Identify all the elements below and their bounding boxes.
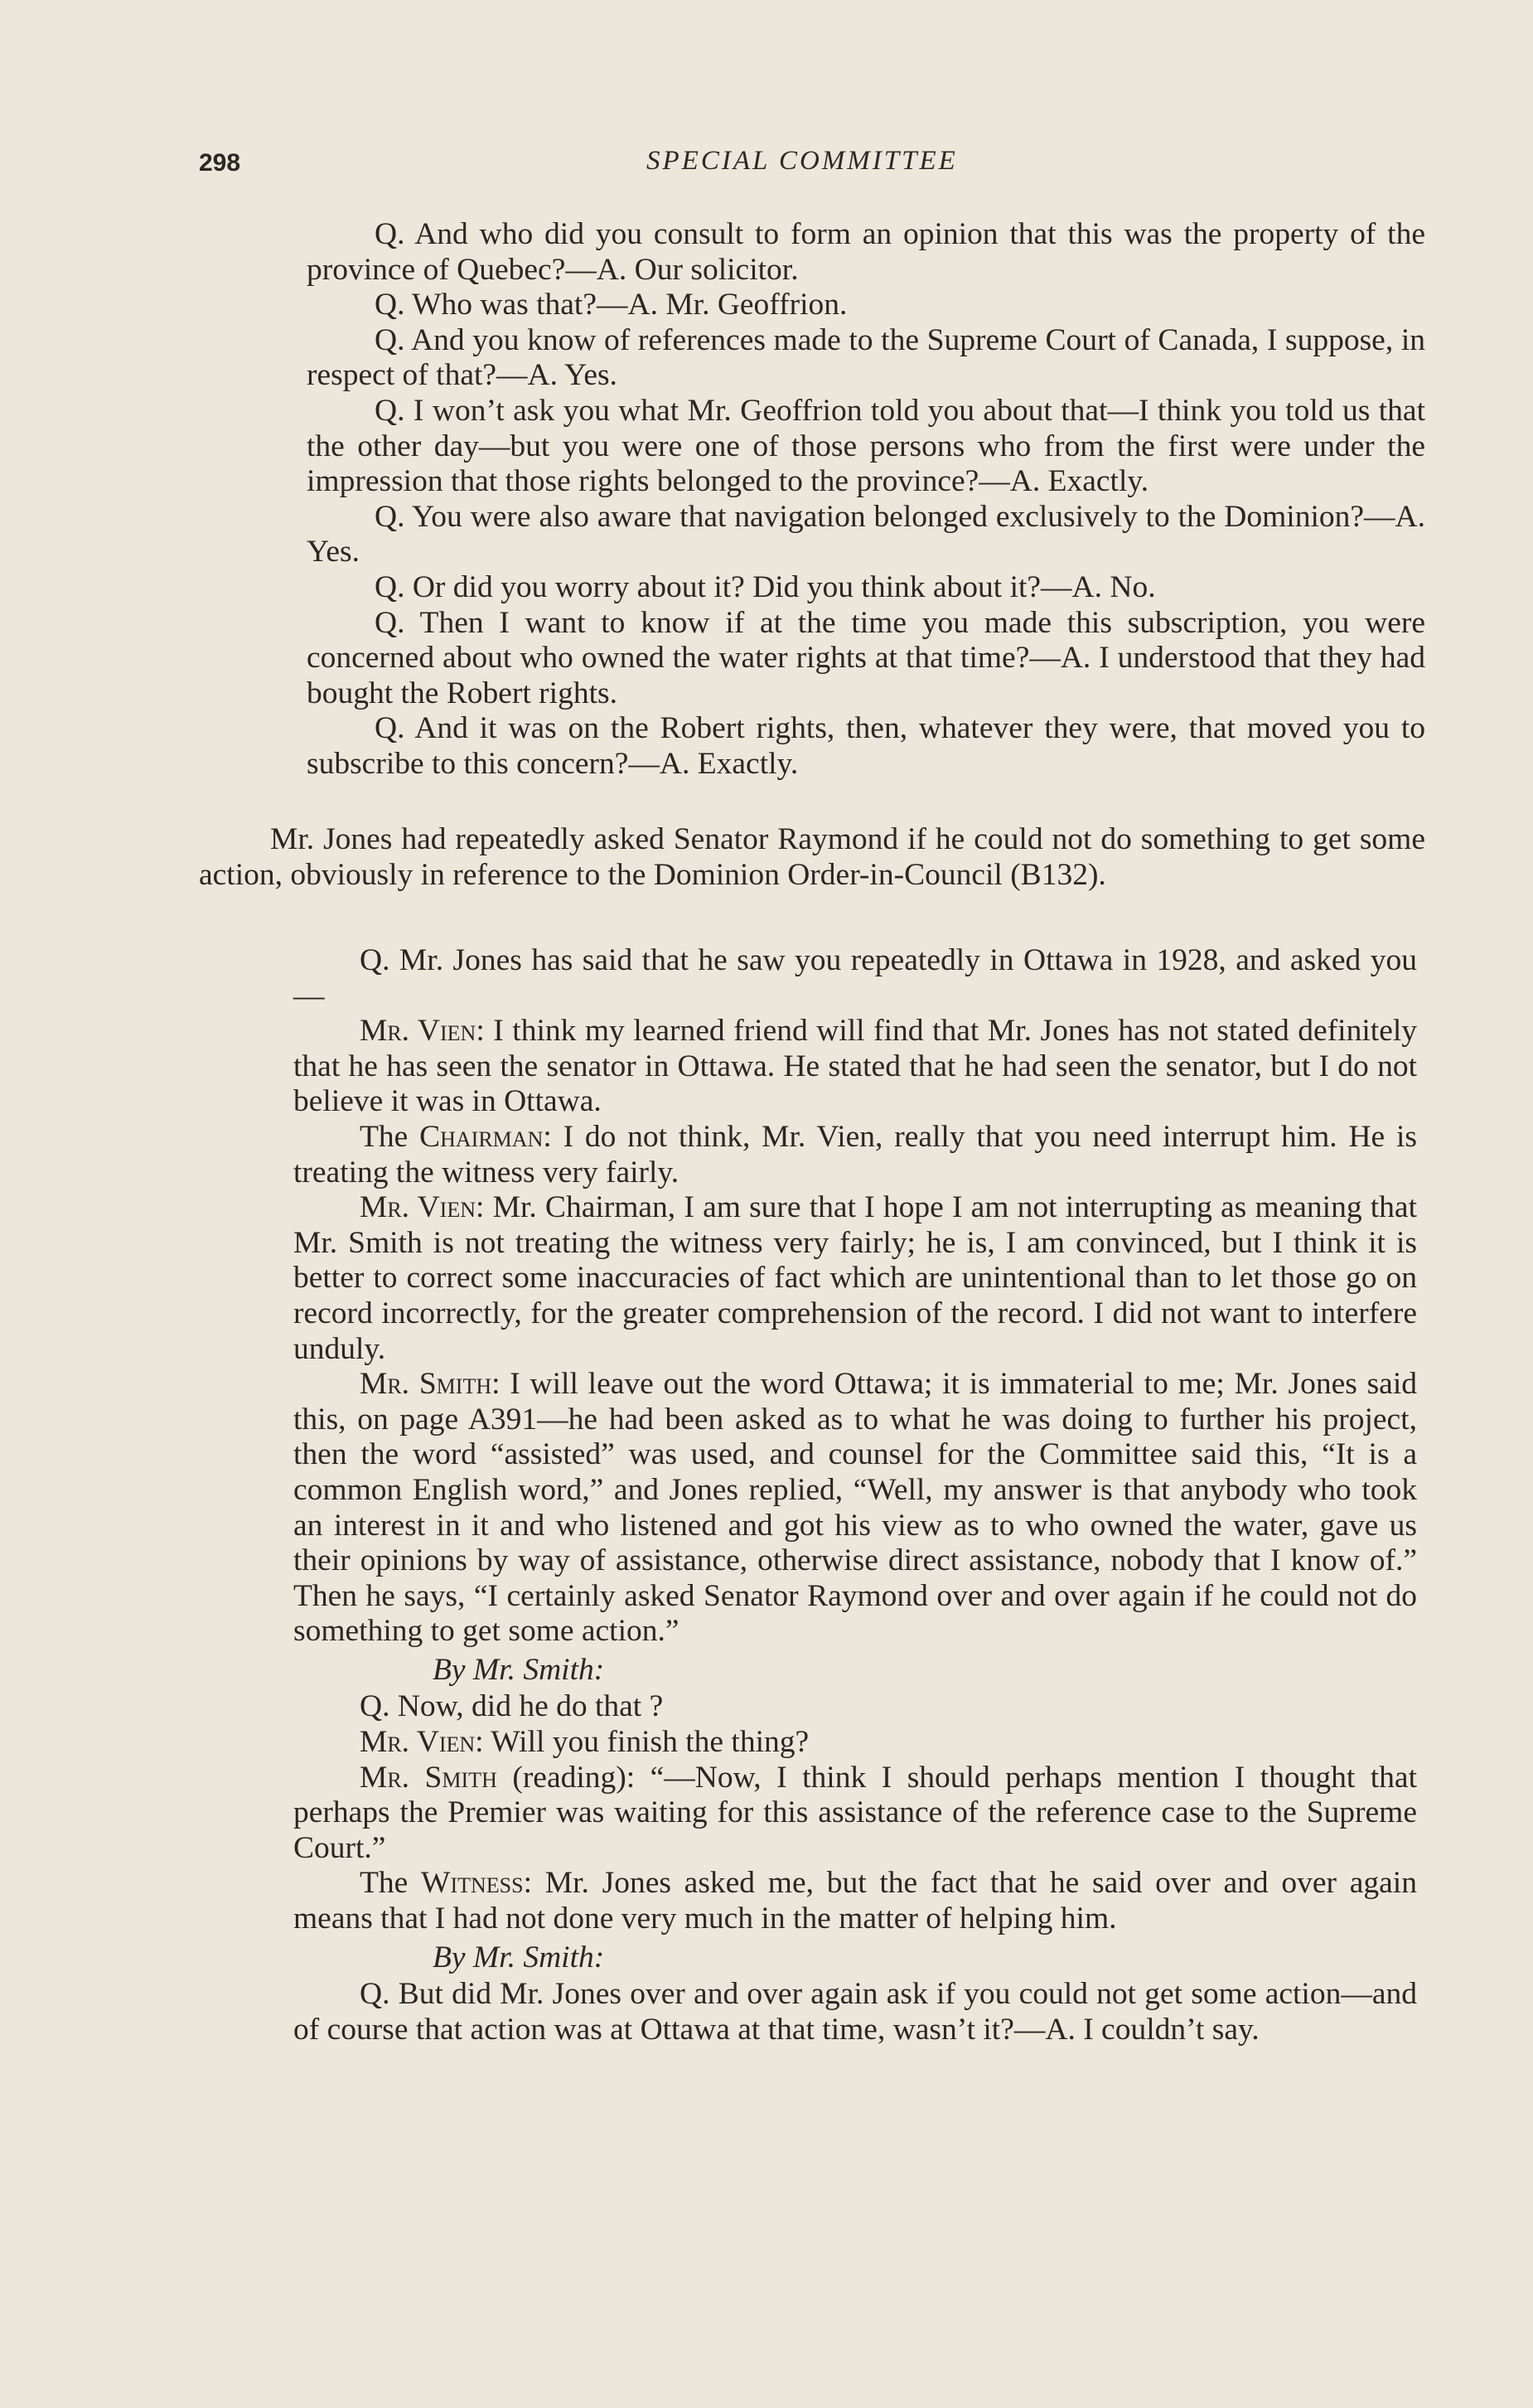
testimony-paragraph: Q. And you know of references made to the Supreme Court of Canada, I suppose, in respect of that?—A. Yes. [307,322,1425,393]
question-last: Q. But did Mr. Jones over and over again ask if you could not get some action—and of course that action was at Ottawa at that time, wasn’t it?—A. I couldn’t say. [293,1977,1417,2047]
testimony-paragraph: Q. Then I want to know if at the time you made this subscription, you were concerned about who owned the water rights at that time?—A. I understood that they had bought the Robert rights. [307,605,1425,710]
speech-text: : Mr. Jones asked me, but the fact that he said over and over again means that I had not done very much in the matter of helping him. [293,1866,1417,1936]
speaker-name: Mr. Vien [360,1725,476,1760]
testimony-block-2 [293,943,1417,2047]
speech-text: : I will leave out the word Ottawa; it is immaterial to me; Mr. Jones said this, on page A391—he had been asked as to what he was doing to further his project, then the word “assisted” was used, and counsel for the Committee said this, “It is a common English word,” and Jones replied, “Well, my answer is that anybody who took an interest in it and who listened and got his view as to who owned the water, gave us their opinions by way of assistance, otherwise direct assistance, nobody that I know of.” Then he says, “I certainly asked Senator Raymond over and over again if he could not do something to get some action.” [293,1367,1417,1649]
speaker-name: Chairman [419,1119,544,1154]
speaker-name: Mr. Smith [360,1760,497,1795]
testimony-paragraph: Q. And it was on the Robert rights, then, whatever they were, that moved you to subscribe to this concern?—A. Exactly. [307,711,1425,781]
speaker-name: Mr. Smith [360,1367,492,1402]
running-title: SPECIAL COMMITTEE [646,146,958,176]
speech-vien-2 [293,1190,1417,1367]
narrative-paragraph: Mr. Jones had repeatedly asked Senator Raymond if he could not do something to get some action, obviously in reference to the Dominion Order-in-Council (B132). [199,822,1425,892]
speech-chairman [293,1120,1417,1190]
testimony-paragraph: Q. I won’t ask you what Mr. Geoffrion told you about that—I think you told us that the other day—but you were one of those persons who from the first were under the impression that those rights belonged to the province?—A. Exactly. [307,393,1425,499]
speech-smith-2 [293,1761,1417,1867]
page-number: 298 [199,149,241,177]
speech-smith-1 [293,1367,1417,1650]
page-header [0,141,1533,191]
narrative-block [199,822,1425,893]
testimony-paragraph: Q. You were also aware that navigation belonged exclusively to the Dominion?—A. Yes. [307,499,1425,569]
testimony-paragraph: Q. Who was that?—A. Mr. Geoffrion. [375,288,848,322]
speaker-prefix: The [360,1119,420,1154]
testimony-paragraph: Q. And who did you consult to form an opinion that this was the property of the province of Quebec?—A. Our solicitor. [307,217,1425,287]
speaker-name: Mr. Vien [360,1014,476,1049]
speech-witness [293,1866,1417,1936]
speech-text: : I think my learned friend will find that Mr. Jones has not stated definitely that he has seen the senator in Ottawa. He stated that he had seen the senator, but I do not believe it was in Ottawa. [293,1014,1418,1119]
speech-text: (reading): “—Now, I think I should perhaps mention I thought that perhaps the Premier was waiting for this assistance of the reference case to the Supreme Court.” [293,1760,1417,1865]
testimony-block-1 [307,217,1425,782]
speaker-prefix: The [360,1866,422,1901]
speech-text: : Mr. Chairman, I am sure that I hope I am not interrupting as meaning that Mr. Smith is not treating the witness very fairly; he is, I am convinced, but I think it is better to correct some inaccuracies of fact which are unintentional than to let those go on record incorrectly, for the greater comprehension of the record. I did not want to interfere unduly. [293,1190,1417,1366]
testimony-paragraph: Q. Or did you worry about it? Did you think about it?—A. No. [375,569,1156,604]
question-1928: Q. Mr. Jones has said that he saw you repeatedly in Ottawa in 1928, and asked you— [293,943,1417,1013]
examiner-byline: By Mr. Smith: [433,1652,605,1687]
speech-text: : I do not think, Mr. Vien, really that you need interrupt him. He is treating the witness very fairly. [293,1119,1417,1189]
examiner-byline: By Mr. Smith: [433,1940,605,1974]
speech-vien-1 [293,1014,1417,1120]
speaker-name: Mr. Vien [360,1190,476,1225]
speaker-name: Witness [421,1866,524,1901]
speech-vien-3 [293,1725,1417,1761]
speech-text: : Will you finish the thing? [475,1725,810,1760]
question-now: Q. Now, did he do that ? [360,1689,664,1724]
